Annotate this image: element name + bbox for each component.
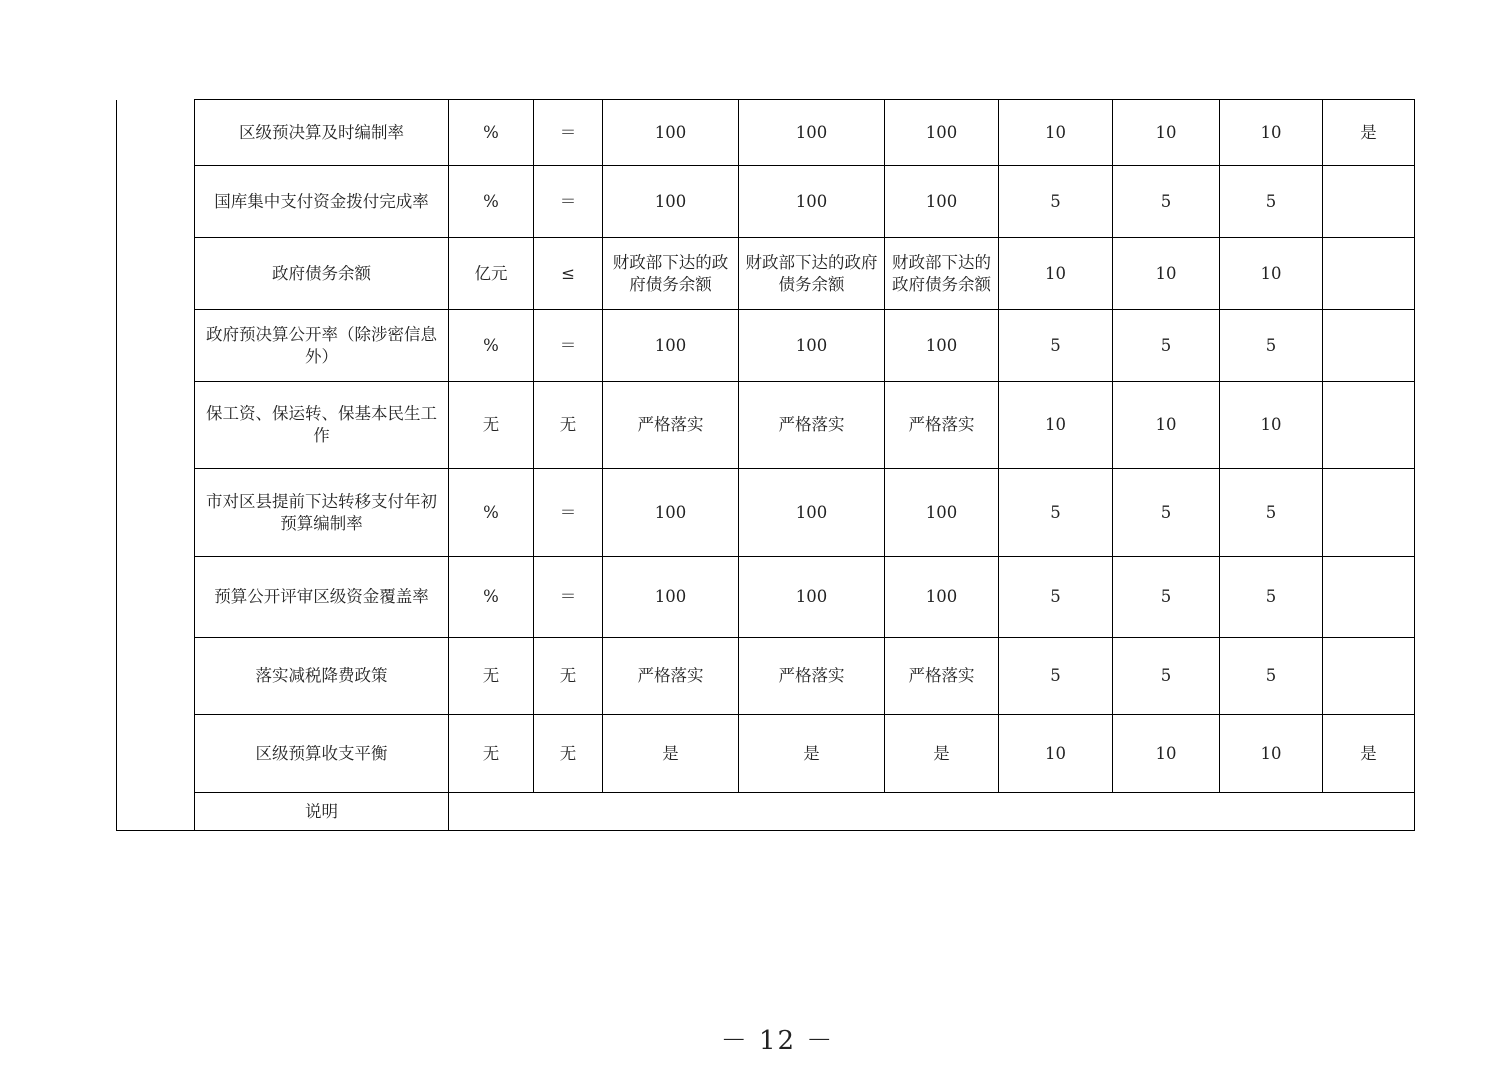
value-cell: 严格落实 [739,382,885,469]
value-cell: 财政部下达的政府债务余额 [739,238,885,310]
left-bottom-line [116,830,196,831]
score-cell: 5 [1113,166,1220,238]
value-cell: 100 [603,557,739,638]
value-cell: 100 [739,557,885,638]
table-row [195,166,1415,238]
flag-cell [1323,638,1415,715]
score-cell: 5 [1113,310,1220,382]
indicator-name: 政府预决算公开率（除涉密信息外） [195,310,449,382]
value-cell: 100 [739,166,885,238]
operator-cell: 无 [534,638,603,715]
score-cell: 5 [999,638,1113,715]
score-cell: 10 [1113,100,1220,166]
score-cell: 10 [1113,238,1220,310]
unit-cell: % [449,469,534,557]
table-row [195,557,1415,638]
value-cell: 100 [739,469,885,557]
operator-cell: ＝ [534,100,603,166]
note-label: 说明 [195,793,449,831]
indicator-name: 区级预决算及时编制率 [195,100,449,166]
value-cell: 是 [885,715,999,793]
indicator-table [194,99,1415,831]
score-cell: 5 [1220,638,1323,715]
unit-cell: % [449,166,534,238]
value-cell: 100 [739,100,885,166]
flag-cell [1323,469,1415,557]
operator-cell: ≤ [534,238,603,310]
unit-cell: % [449,310,534,382]
score-cell: 5 [1113,469,1220,557]
unit-cell: 无 [449,638,534,715]
table-row [195,469,1415,557]
score-cell: 10 [999,715,1113,793]
table-row [195,715,1415,793]
operator-cell: ＝ [534,557,603,638]
score-cell: 10 [999,382,1113,469]
score-cell: 5 [1113,557,1220,638]
indicator-name: 落实减税降费政策 [195,638,449,715]
flag-cell [1323,557,1415,638]
value-cell: 100 [739,310,885,382]
unit-cell: 亿元 [449,238,534,310]
flag-cell [1323,238,1415,310]
indicator-name: 政府债务余额 [195,238,449,310]
score-cell: 10 [1113,715,1220,793]
indicator-name: 市对区县提前下达转移支付年初预算编制率 [195,469,449,557]
value-cell: 100 [885,469,999,557]
unit-cell: 无 [449,715,534,793]
value-cell: 100 [603,469,739,557]
value-cell: 100 [885,557,999,638]
indicator-name: 预算公开评审区级资金覆盖率 [195,557,449,638]
score-cell: 5 [1220,557,1323,638]
unit-cell: 无 [449,382,534,469]
note-value [449,793,1415,831]
flag-cell: 是 [1323,715,1415,793]
left-border-line [116,100,117,831]
value-cell: 100 [603,310,739,382]
indicator-name: 区级预算收支平衡 [195,715,449,793]
value-cell: 100 [885,100,999,166]
flag-cell [1323,382,1415,469]
score-cell: 10 [1220,100,1323,166]
score-cell: 5 [999,557,1113,638]
value-cell: 财政部下达的政府债务余额 [603,238,739,310]
note-row [195,793,1415,831]
indicator-name: 保工资、保运转、保基本民生工作 [195,382,449,469]
value-cell: 严格落实 [603,638,739,715]
value-cell: 严格落实 [885,638,999,715]
table-row [195,238,1415,310]
flag-cell [1323,166,1415,238]
value-cell: 是 [603,715,739,793]
score-cell: 10 [1220,382,1323,469]
value-cell: 100 [885,310,999,382]
score-cell: 5 [1220,166,1323,238]
score-cell: 5 [999,469,1113,557]
score-cell: 5 [1220,469,1323,557]
page-number: － 12 － [720,1026,835,1056]
table-row [195,382,1415,469]
score-cell: 5 [999,310,1113,382]
score-cell: 5 [999,166,1113,238]
value-cell: 100 [603,166,739,238]
operator-cell: ＝ [534,469,603,557]
value-cell: 100 [603,100,739,166]
operator-cell: ＝ [534,310,603,382]
operator-cell: 无 [534,715,603,793]
score-cell: 10 [1220,715,1323,793]
value-cell: 是 [739,715,885,793]
table-row [195,100,1415,166]
score-cell: 10 [999,238,1113,310]
flag-cell [1323,310,1415,382]
value-cell: 严格落实 [885,382,999,469]
unit-cell: % [449,100,534,166]
value-cell: 严格落实 [603,382,739,469]
value-cell: 严格落实 [739,638,885,715]
score-cell: 5 [1220,310,1323,382]
value-cell: 100 [885,166,999,238]
indicator-name: 国库集中支付资金拨付完成率 [195,166,449,238]
score-cell: 10 [1220,238,1323,310]
operator-cell: 无 [534,382,603,469]
flag-cell: 是 [1323,100,1415,166]
score-cell: 10 [999,100,1113,166]
score-cell: 10 [1113,382,1220,469]
table-row [195,310,1415,382]
table-row [195,638,1415,715]
score-cell: 5 [1113,638,1220,715]
operator-cell: ＝ [534,166,603,238]
unit-cell: % [449,557,534,638]
value-cell: 财政部下达的政府债务余额 [885,238,999,310]
